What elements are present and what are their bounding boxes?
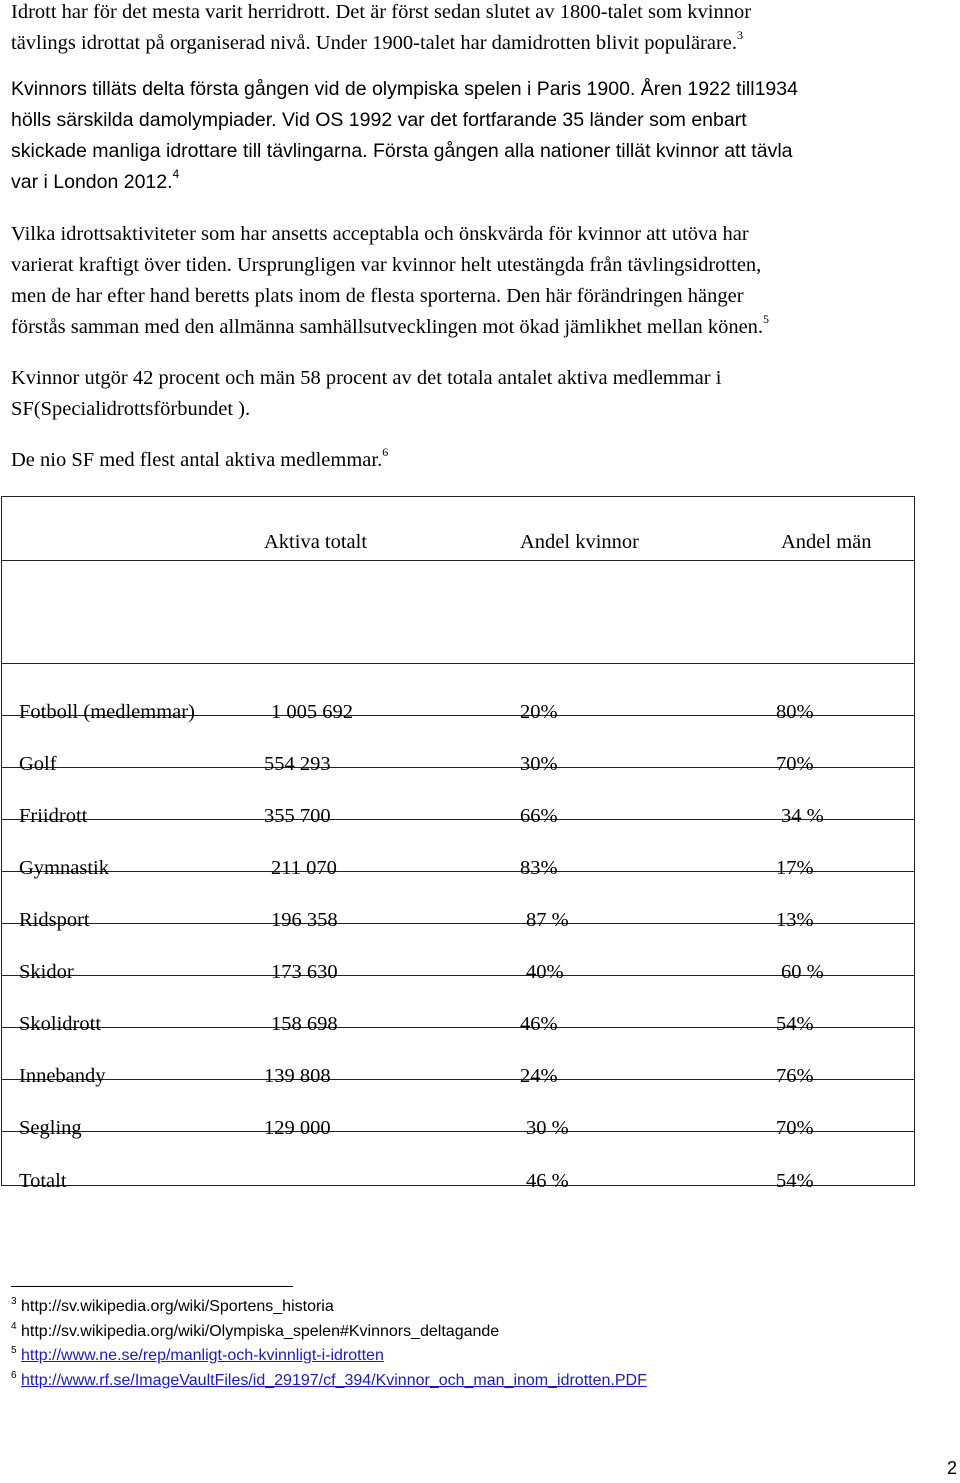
share-women: 87 % xyxy=(526,909,569,931)
intro-line-1: Idrott har för det mesta varit herridrott. Det är först sedan slutet av 1800-talet som kvinnor xyxy=(11,1,752,23)
share-women: 24% xyxy=(520,1065,558,1087)
share-men: 60 % xyxy=(781,961,824,983)
share-women: 30 % xyxy=(526,1117,569,1139)
footnote-text: http://sv.wikipedia.org/wiki/Olympiska_spelen#Kvinnors_deltagande xyxy=(21,1323,500,1340)
sport-name: Fotboll (medlemmar) xyxy=(19,700,195,723)
active-total: 355 700 xyxy=(264,805,331,827)
share-women: 40% xyxy=(526,961,564,983)
share-women: 20% xyxy=(520,700,558,723)
footnote-link[interactable]: http://www.rf.se/ImageVaultFiles/id_29197/cf_394/Kvinnor_och_man_inom_idrotten.PDF xyxy=(21,1372,647,1389)
active-total: 196 358 xyxy=(271,909,338,931)
footnote-ref-4: 4 xyxy=(172,167,180,181)
share-men: 17% xyxy=(776,857,814,879)
share-men: 70% xyxy=(776,753,814,775)
sport-name: Ridsport xyxy=(19,909,90,931)
footnote-number: 3 xyxy=(11,1296,17,1307)
sport-name: Totalt xyxy=(19,1170,67,1192)
active-total: 173 630 xyxy=(271,961,338,983)
sport-name: Friidrott xyxy=(19,805,88,827)
share-men: 34 % xyxy=(781,805,824,827)
intro-line-2: tävlings idrottat på organiserad nivå. Under 1900-talet har damidrotten blivit populärare. xyxy=(11,32,738,54)
acceptable-line-1: Vilka idrottsaktiviteter som har ansetts acceptabla och önskvärda för kvinnor att utöva har xyxy=(11,223,749,245)
table-row xyxy=(2,663,915,715)
header-women: Andel kvinnor xyxy=(520,530,639,553)
acceptable-line-3: men de har efter hand beretts plats inom de flesta sporterna. Den här förändringen hänger xyxy=(11,285,744,307)
sport-name: Golf xyxy=(19,753,57,775)
active-total: 129 000 xyxy=(264,1117,331,1139)
sport-name: Skidor xyxy=(19,961,74,983)
footnote-text: http://sv.wikipedia.org/wiki/Sportens_historia xyxy=(21,1298,334,1315)
active-total: 158 698 xyxy=(271,1013,338,1035)
active-total: 1 005 692 xyxy=(271,700,353,723)
table-caption xyxy=(11,445,951,476)
active-total: 211 070 xyxy=(271,857,337,879)
table-spacer-row xyxy=(2,561,915,664)
footnote-separator xyxy=(11,1286,293,1287)
footnote-number: 6 xyxy=(11,1370,17,1381)
sf-members-table xyxy=(1,496,915,664)
olympics-line-1: Kvinnors tilläts delta första gången vid de olympiska spelen i Paris 1900. Åren 1922 till1934 xyxy=(11,78,798,100)
share-men: 13% xyxy=(776,909,814,931)
table-row xyxy=(2,819,915,871)
share-line-2: SF(Specialidrottsförbundet ). xyxy=(11,398,251,420)
footnote-ref-5: 5 xyxy=(763,312,770,326)
share-women: 46 % xyxy=(526,1170,569,1192)
table-header-row xyxy=(2,497,915,561)
share-men: 54% xyxy=(776,1170,814,1192)
footnote-ref-3: 3 xyxy=(737,28,744,42)
share-women: 66% xyxy=(520,805,558,827)
olympics-paragraph xyxy=(11,74,951,198)
table-row xyxy=(2,975,915,1027)
acceptable-line-2: varierat kraftigt över tiden. Ursprungligen var kvinnor helt utestängda från tävlingsidrotten, xyxy=(11,254,762,276)
footnote-5 xyxy=(11,1346,384,1366)
page-number: 2 xyxy=(946,1458,957,1478)
share-paragraph xyxy=(11,363,951,425)
olympics-line-4: var i London 2012. xyxy=(11,171,173,193)
footnote-link[interactable]: http://www.ne.se/rep/manligt-och-kvinnligt-i-idrotten xyxy=(21,1347,384,1364)
share-women: 46% xyxy=(520,1013,558,1035)
footnote-3 xyxy=(11,1297,334,1317)
sport-name: Innebandy xyxy=(19,1065,106,1087)
share-men: 54% xyxy=(776,1013,814,1035)
active-total: 554 293 xyxy=(264,753,331,775)
share-men: 80% xyxy=(776,700,814,723)
sport-name: Skolidrott xyxy=(19,1013,102,1035)
footnote-number: 4 xyxy=(11,1321,17,1332)
sport-name: Gymnastik xyxy=(19,857,109,879)
olympics-line-2: hölls särskilda damolympiader. Vid OS 1992 var det fortfarande 35 länder som enbart xyxy=(11,109,747,131)
acceptable-paragraph xyxy=(11,219,951,343)
sport-name: Segling xyxy=(19,1117,82,1139)
share-line-1: Kvinnor utgör 42 procent och män 58 procent av det totala antalet aktiva medlemmar i xyxy=(11,367,722,389)
sf-members-data xyxy=(1,663,915,1192)
header-total: Aktiva totalt xyxy=(264,530,368,553)
footnote-4 xyxy=(11,1322,499,1342)
footnote-ref-6: 6 xyxy=(382,445,389,459)
acceptable-line-4: förstås samman med den allmänna samhällsutvecklingen mot ökad jämlikhet mellan könen. xyxy=(11,316,764,338)
share-women: 83% xyxy=(520,857,558,879)
active-total: 139 808 xyxy=(264,1065,331,1087)
share-women: 30% xyxy=(520,753,558,775)
olympics-line-3: skickade manliga idrottare till tävlingarna. Första gången alla nationer tillät kvinnor att tävla xyxy=(11,140,793,162)
table-caption-text: De nio SF med flest antal aktiva medlemmar. xyxy=(11,449,383,471)
share-men: 70% xyxy=(776,1117,814,1139)
share-men: 76% xyxy=(776,1065,814,1087)
footnote-number: 5 xyxy=(11,1345,17,1356)
footnote-6 xyxy=(11,1371,647,1391)
header-men: Andel män xyxy=(781,530,872,553)
intro-paragraph xyxy=(11,0,951,59)
